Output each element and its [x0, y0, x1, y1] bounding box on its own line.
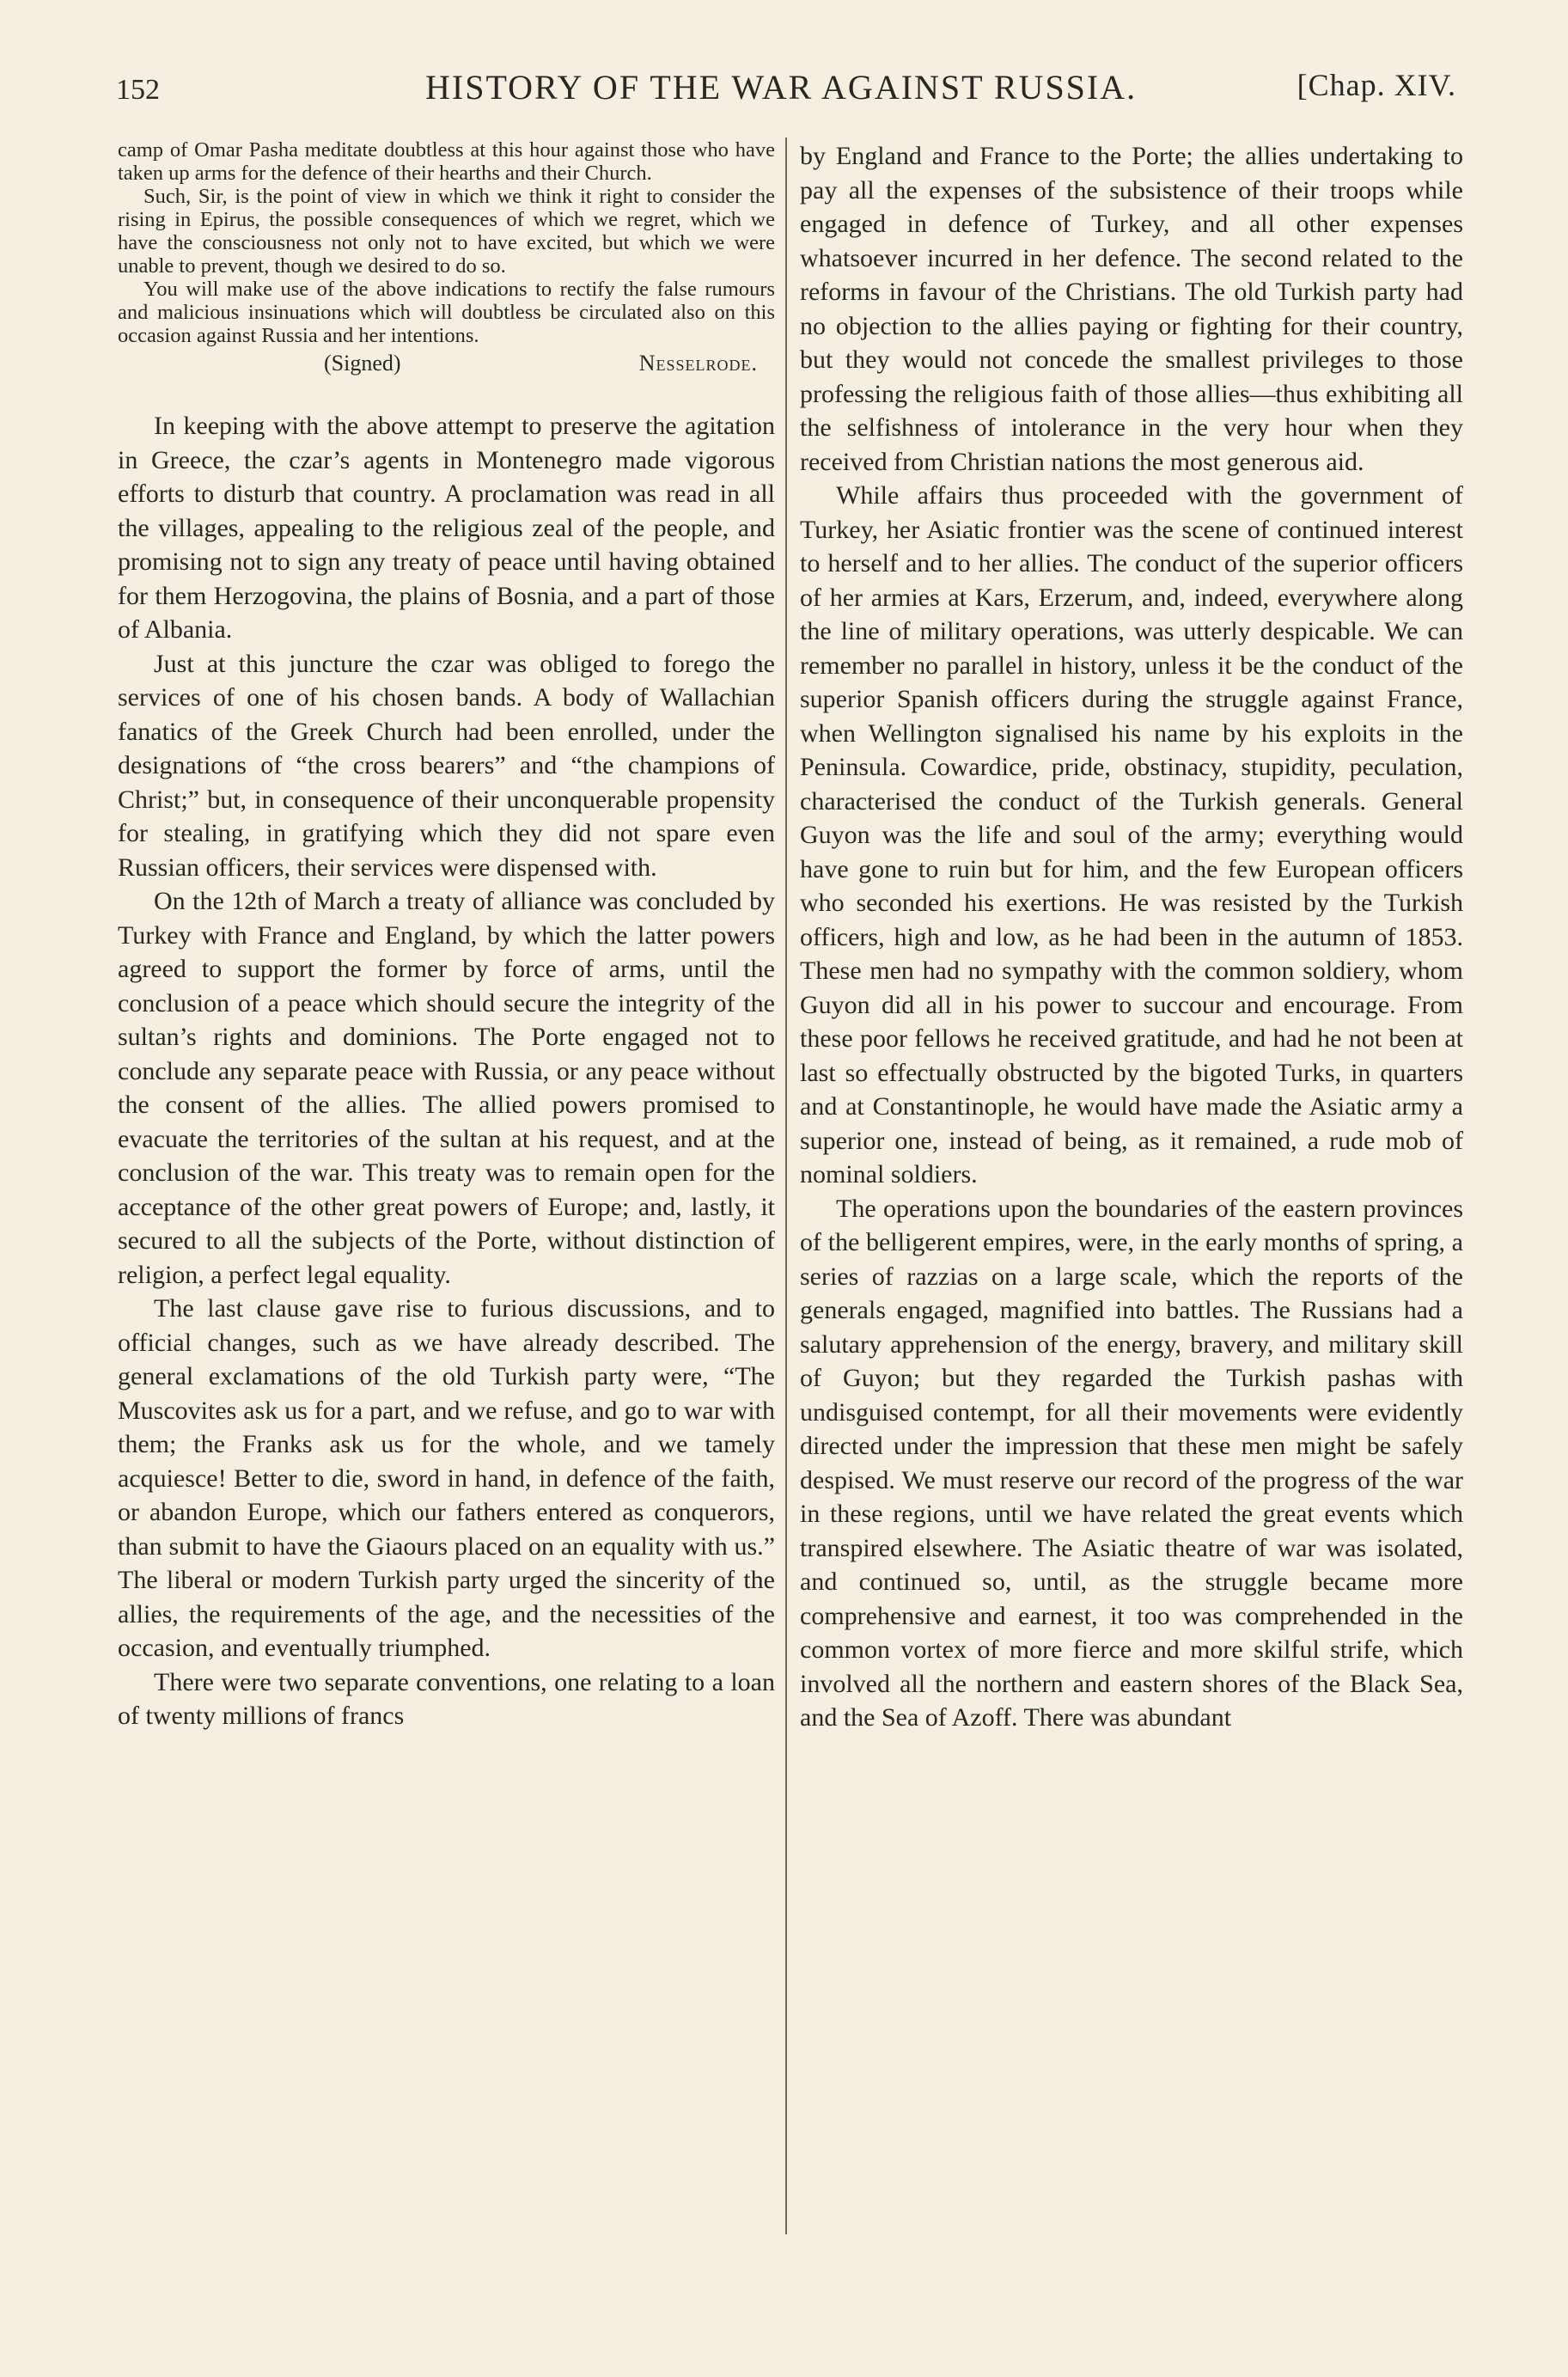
running-header — [116, 62, 1456, 124]
signature-label: (Signed) — [324, 351, 401, 376]
quoted-despatch — [118, 139, 775, 347]
right-column — [800, 139, 1463, 1735]
body-paragraph: The operations upon the boundaries of the eastern provinces of the belligerent empires, were, in the early months of spring, a series of razzias on a large scale, which the reports of the generals engaged, magnified into battles. The Russians had a salutary apprehension of the energy, bravery, and military skill of Guyon; but they regarded the Turkish pashas with undisguised contempt, for all their movements were evidently directed under the impression that these men might be safely despised. We must reserve our record of the progress of the war in these regions, until we have related the great events which transpired elsewhere. The Asiatic theatre of war was isolated, and continued so, until, as the struggle became more comprehensive and earnest, it too was comprehended in the common vortex of more fierce and more skilful strife, which involved all the northern and eastern shores of the Black Sea, and the Sea of Azoff. There was abundant — [800, 1194, 1463, 1732]
signature-name: Nesselrode. — [638, 351, 758, 376]
chapter-label: [Chap. XIV. — [1296, 68, 1456, 102]
quote-paragraph: Such, Sir, is the point of view in which we think it right to consider the rising in Epirus, the possible consequences of which we regret, which we have the consciousness not only not to have excited, but which we were unable to prevent, though we desired to do so. — [118, 184, 775, 278]
signature-line — [118, 351, 775, 376]
body-paragraph: by England and France to the Porte; the allies undertaking to pay all the expenses of the subsistence of their troops while engaged in defence of Turkey, and all other expenses whatsoever incurred in her defence. The second related to the reforms in favour of the Christians. The old Turkish party had no objection to the allies paying or fighting for their country, but they would not concede the smallest privileges to those professing the religious faith of those allies—thus exhibiting all the selfishness of intolerance in the very hour when they received from Christian nations the most generous aid. — [800, 142, 1463, 476]
body-paragraph: On the 12th of March a treaty of alliance was concluded by Turkey with France and England, by which the latter powers agreed to support the former by force of arms, until the conclusion of a peace which should secure the integrity of the sultan’s rights and dominions. The Porte engaged not to conclude any separate peace with Russia, or any peace without the consent of the allies. The allied powers promised to evacuate the territories of the sultan at his request, and at the conclusion of the war. This treaty was to remain open for the acceptance of the other great powers of Europe; and, lastly, it secured to all the subjects of the Porte, without distinction of religion, a perfect legal equality. — [118, 887, 775, 1289]
left-column — [118, 139, 775, 1733]
body-paragraph: The last clause gave rise to furious discussions, and to official changes, such as we have already described. The general exclamations of the old Turkish party were, “The Muscovites ask us for a part, and we refuse, and go to war with them; the Franks ask us for the whole, and we tamely acquiesce! Better to die, sword in hand, in defence of the faith, or abandon Europe, which our fathers entered as conquerors, than submit to have the Giaours placed on an equality with us.” The liberal or modern Turkish party urged the sincerity of the allies, the requirements of the age, and the necessities of the occasion, and eventually triumphed. — [118, 1294, 775, 1663]
body-paragraph: While affairs thus proceeded with the government of Turkey, her Asiatic frontier was the scene of continued interest to herself and to her allies. The conduct of the superior officers of her armies at Kars, Erzerum, and, indeed, everywhere along the line of military operations, was utterly despicable. We can remember no parallel in history, unless it be the conduct of the superior Spanish officers during the struggle against France, when Wellington signalised his name by his exploits in the Peninsula. Cowardice, pride, obstinacy, stupidity, peculation, characterised the conduct of the Turkish generals. General Guyon was the life and soul of the army; everything would have gone to ruin but for him, and the few European officers who seconded his exertions. He was resisted by the Turkish officers, high and low, as he had been in the autumn of 1853. These men had no sympathy with the common soldiery, whom Guyon did all in his power to succour and encourage. From these poor fellows he received gratitude, and had he not been at last so effectually obstructed by the bigoted Turks, in quarters and at Constantinople, he would have made the Asiatic army a superior one, instead of being, as it remained, a rude mob of nominal soldiers. — [800, 481, 1463, 1188]
quote-paragraph: camp of Omar Pasha meditate doubtless at this hour against those who have taken up arms for the defence of their hearths and their Church. — [118, 138, 775, 185]
running-title: HISTORY OF THE WAR AGAINST RUSSIA. — [425, 68, 1138, 107]
body-paragraph: In keeping with the above attempt to preserve the agitation in Greece, the czar’s agents in Montenegro made vigorous efforts to disturb that country. A proclamation was read in all the villages, appealing to the religious zeal of the people, and promising not to sign any treaty of peace until having obtained for them Herzogovina, the plains of Bosnia, and a part of those of Albania. — [118, 412, 775, 645]
column-divider — [785, 137, 787, 2234]
body-paragraph: There were two separate conventions, one relating to a loan of twenty millions of francs — [118, 1667, 775, 1731]
quote-paragraph: You will make use of the above indications to rectify the false rumours and malicious insinuations which will doubtless be circulated also on this occasion against Russia and her intentions. — [118, 277, 775, 347]
body-paragraph: Just at this juncture the czar was obliged to forego the services of one of his chosen bands. A body of Wallachian fanatics of the Greek Church had been enrolled, under the designations of “the cross bearers” and “the champions of Christ;” but, in consequence of their unconquerable propensity for stealing, in gratifying which they did not spare even Russian officers, their services were dispensed with. — [118, 649, 775, 882]
page-number: 152 — [116, 74, 160, 106]
